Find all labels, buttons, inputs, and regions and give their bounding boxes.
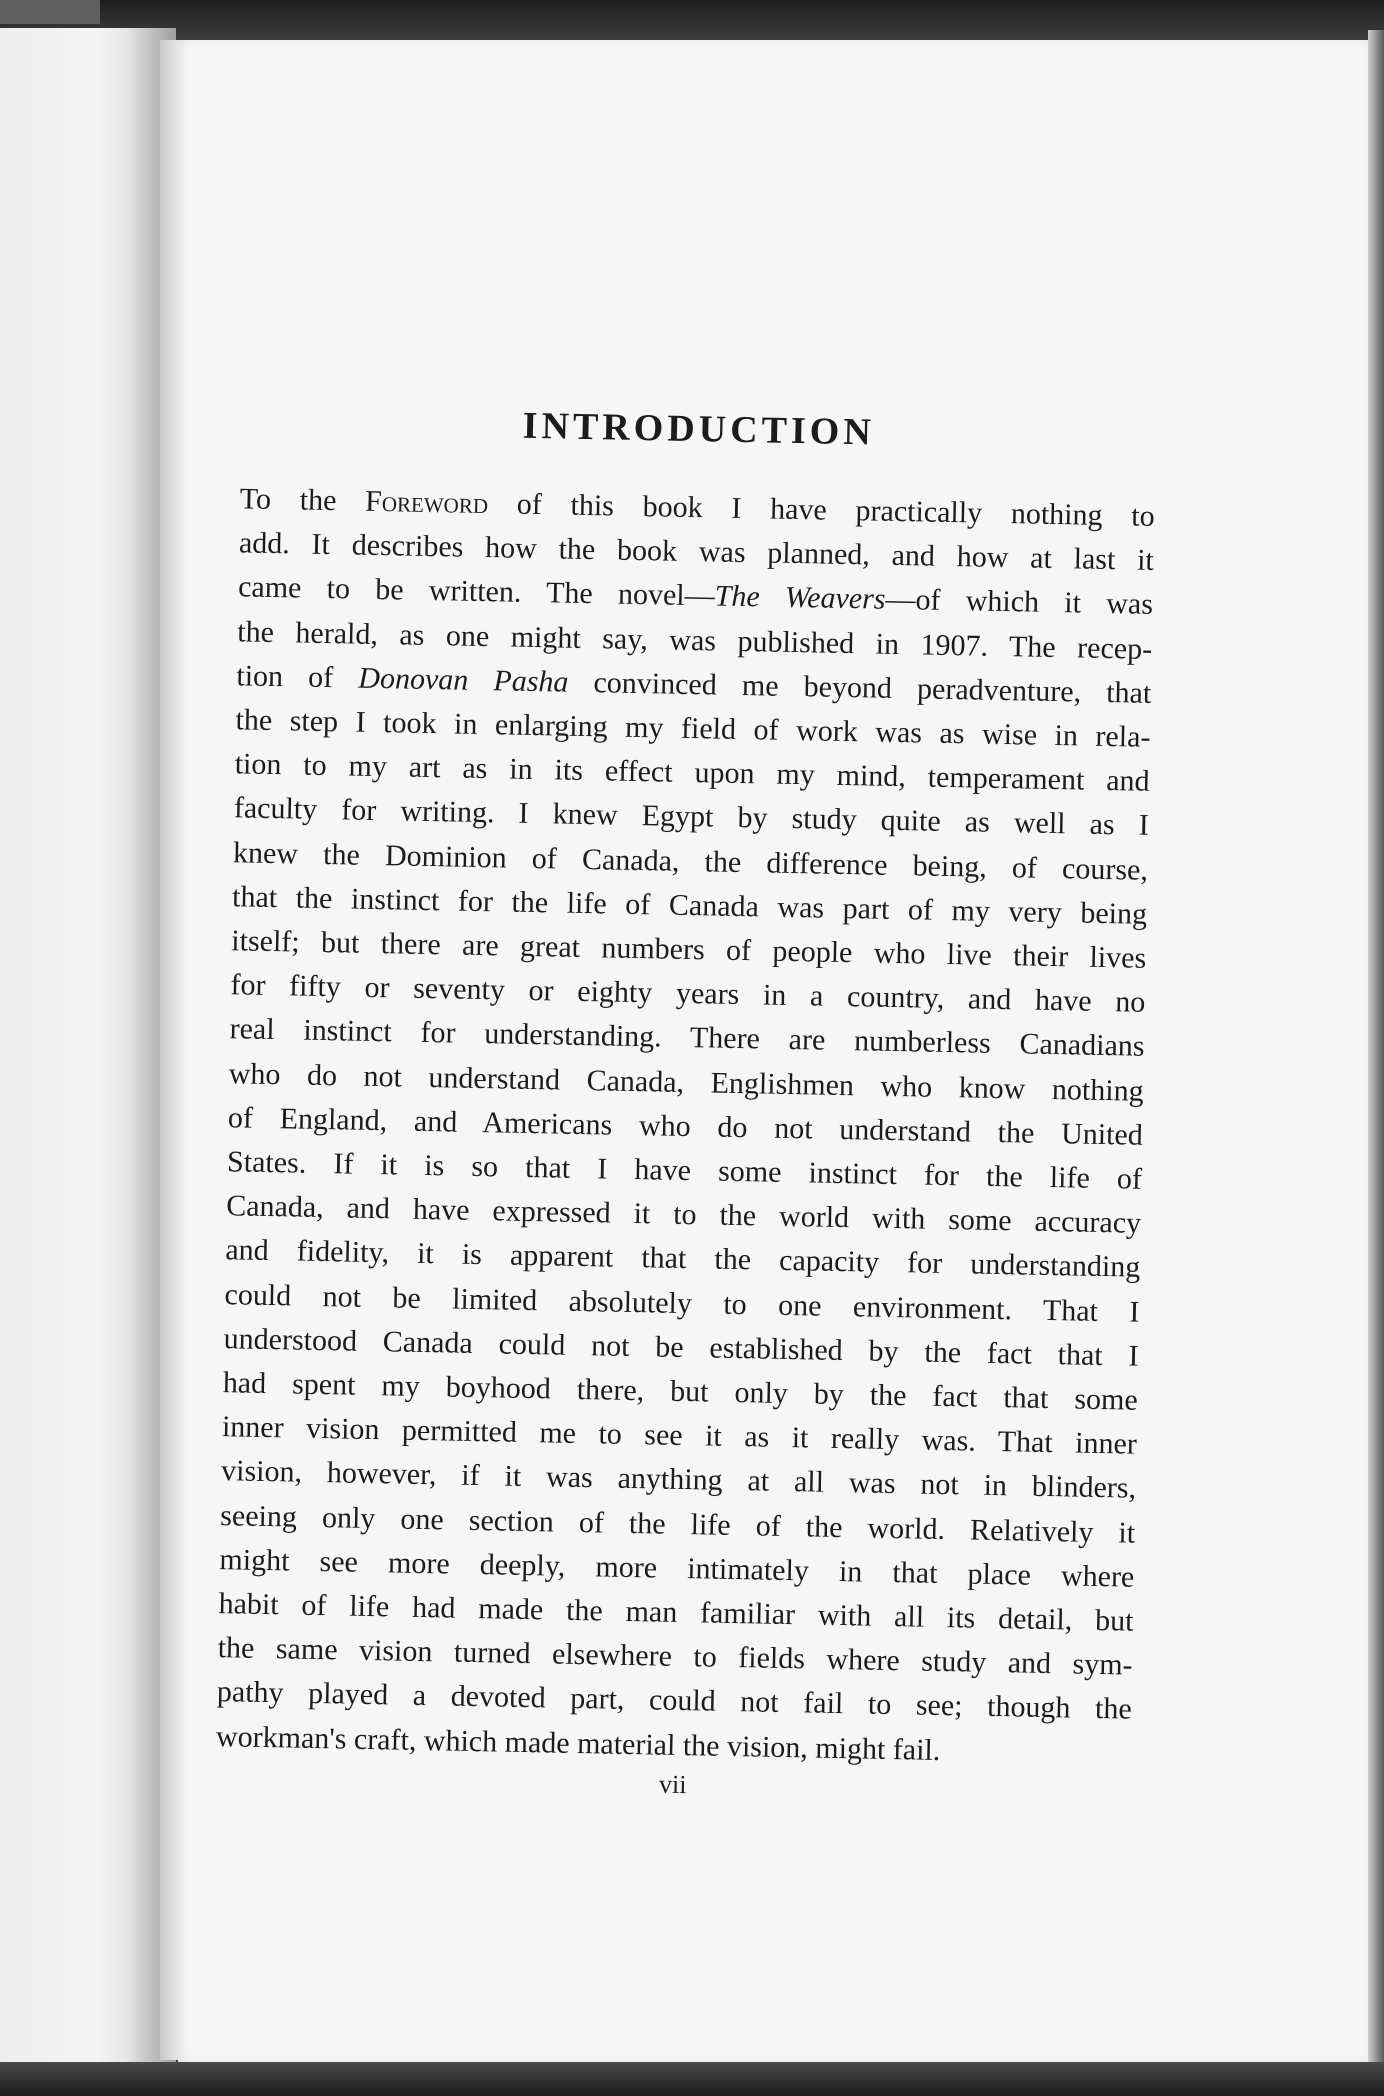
scanner-bottom-edge	[0, 2062, 1384, 2096]
text-line: add. It describes how the book was planned, and how at last it	[238, 526, 1155, 578]
page-right-edge	[1368, 30, 1384, 2070]
text-line: habit of life had made the man familiar with all its detail, but	[218, 1587, 1134, 1638]
page-content	[214, 401, 1156, 1838]
text-line: and fidelity, it is apparent that the capacity for understanding	[225, 1233, 1141, 1285]
text-line: could not be limited absolutely to one environment. That I	[224, 1277, 1140, 1329]
text-line: States. If it is so that I have some instinct for the life of	[226, 1145, 1143, 1196]
text-line: tion of Donovan Pasha convinced me beyond peradventure, that	[236, 659, 1152, 710]
text-line: understood Canada could not be established by the fact that I	[223, 1322, 1139, 1373]
text-line: tion to my art as in its effect upon my mind, temperament and	[234, 747, 1150, 799]
book-title: The Weavers	[714, 579, 886, 617]
text-line: vision, however, if it was anything at all was not in blinders,	[220, 1454, 1137, 1506]
page-number: vii	[658, 1769, 687, 1800]
text-line: the same vision turned elsewhere to fields where study and sym-	[217, 1631, 1133, 1682]
text-line: To the Foreword of this book I have practically nothing to	[239, 482, 1155, 533]
text-line: itself; but there are great numbers of people who live their lives	[231, 924, 1147, 975]
smallcaps-term: Foreword	[364, 484, 489, 521]
text-line: the step I took in enlarging my field of work was as wise in rela-	[235, 703, 1151, 754]
text-line: workman's craft, which made material the vision, might fail.	[215, 1719, 941, 1767]
text-line: pathy played a devoted part, could not fail to see; though the	[216, 1675, 1133, 1727]
text-line: real instinct for understanding. There are numberless Canadians	[229, 1012, 1145, 1064]
facing-page-edge	[0, 28, 176, 2068]
text-line: Canada, and have expressed it to the world with some accuracy	[225, 1189, 1142, 1241]
text-line: came to be written. The novel—The Weavers—of which it was	[237, 570, 1154, 622]
book-gutter	[160, 40, 180, 2060]
text-line: faculty for writing. I knew Egypt by study quite as well as I	[233, 791, 1150, 843]
book-title: Donovan Pasha	[358, 661, 569, 699]
text-line: knew the Dominion of Canada, the difference being, of course,	[232, 835, 1149, 887]
text-line: might see more deeply, more intimately in that place where	[219, 1543, 1135, 1594]
scanner-top-left-patch	[0, 0, 100, 24]
text-line: that the instinct for the life of Canada was part of my very being	[231, 880, 1148, 931]
text-line: seeing only one section of the life of the world. Relatively it	[220, 1498, 1136, 1550]
text-line: inner vision permitted me to see it as it really was. That inner	[221, 1410, 1138, 1461]
text-line: who do not understand Canada, Englishmen who know nothing	[228, 1056, 1144, 1108]
introduction-paragraph	[216, 477, 1155, 1776]
text-line: had spent my boyhood there, but only by the fact that some	[222, 1366, 1139, 1417]
text-line: for fifty or seventy or eighty years in a country, and have no	[230, 968, 1146, 1020]
scanner-top-edge	[0, 0, 1384, 40]
text-line: the herald, as one might say, was published in 1907. The recep-	[236, 614, 1153, 666]
text-line: of England, and Americans who do not understand the United	[227, 1101, 1144, 1152]
chapter-title: INTRODUCTION	[522, 404, 876, 454]
